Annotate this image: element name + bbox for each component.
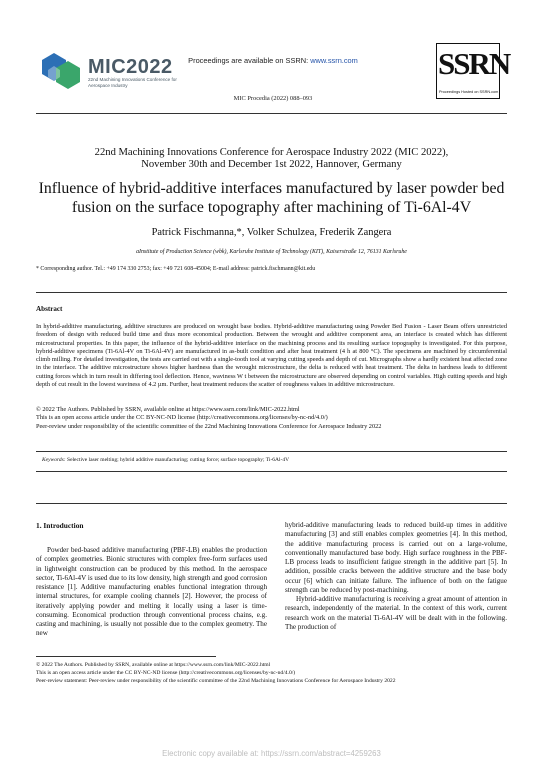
proceedings-note bbox=[178, 56, 368, 65]
footer-line-2: This is an open access article under the CC BY-NC-ND license (http://creativecommons.org/licenses/by-nc-nd/4.0/) bbox=[36, 670, 296, 677]
conference-info bbox=[36, 147, 507, 171]
abstract-copyright bbox=[36, 406, 507, 431]
corresponding-author: * Corresponding author. Tel.: +49 174 330 2753; fax: +49 721 608-45004; E-mail address: patrick.fischmann@kit.edu bbox=[36, 266, 316, 272]
conference-line-2: November 30th and December 1st 2022, Hannover, Germany bbox=[141, 159, 402, 170]
abstract-heading: Abstract bbox=[36, 305, 63, 313]
mic-logo-subtitle: 22nd Machining Innovations Conference for Aerospace Industry bbox=[88, 77, 177, 88]
copyright-line-3: Peer-review under responsibility of the scientific committee of the 22nd Machining Innovations Conference for Aerospace Industry 2022 bbox=[36, 422, 382, 430]
copyright-line-1: © 2022 The Authors. Published by SSRN, available online at https://www.ssrn.com/link/MIC-2022.html bbox=[36, 406, 300, 413]
introduction-heading: 1. Introduction bbox=[36, 521, 84, 530]
ssrn-watermark: Electronic copy available at: https://ssrn.com/abstract=4259263 bbox=[162, 749, 381, 758]
footnote-divider bbox=[36, 656, 216, 657]
conference-line-1: 22nd Machining Innovations Conference for Aerospace Industry 2022 (MIC 2022), bbox=[94, 147, 449, 158]
intro-paragraph-2: hybrid-additive manufacturing leads to reduced build-up times in additive manufacturing [3] and still enables complex geometries [4]. In this method, the additive manufacturing process is carried out on a large-volume, conventionally manufactured base body. High surface roughness in the PBF-LB process leads to insufficient fatigue strength in the additive part [5]. In addition, possible cracks between the additive structure and the base body occur [6] which can initiate failure. The influence of both on the fatigue strength can be reduced by post-machining. bbox=[285, 521, 507, 594]
mic-logo-text: MIC2022 bbox=[88, 56, 173, 78]
paper-title: Influence of hybrid-additive interfaces manufactured by laser powder bed fusion on the surface topography after machining of Ti-6Al-4V bbox=[38, 180, 505, 216]
ssrn-link[interactable]: www.ssrn.com bbox=[310, 56, 358, 65]
body-column-right bbox=[285, 521, 507, 632]
intro-paragraph-3: Hybrid-additive manufacturing is receiving a great amount of attention in research, independently of the material. In the context of this work, current research work on the material Ti-6Al-4V will be dealt with in the following. The production of bbox=[285, 595, 507, 631]
affiliation: aInstitute of Production Science (wbk), Karlsruhe Institute of Technology (KIT), Kaiserstraße 12, 76131 Karlsruhe bbox=[136, 249, 407, 255]
abstract-text: In hybrid-additive manufacturing, additive structures are produced on wrought base bodies. Hybrid-additive manufacturing using Powder Bed Fusion - Laser Beam offers unrestricted freedom of design with reduced build time and thus more economical production. Between the wrought and additive component area, an interface is created which has different microstructural properties. In this paper, the influence of the hybrid-additive interface on the machining process and its resulting surface topography is investigated. For this purpose, hybrid-additive specimens (Ti-6Al-4V on Ti-6Al-4V) are manufactured in as-built condition and after heat treatment (4 h at 800 °C). The specimens are machined by circumferential climb milling. For detailed investigation, the tests are carried out with a single-tooth tool at varying cutting speeds and depth of cut. Micrographs show a hardly existent heat affected zone in the interface. The additive microstructure shows higher hardness than the wrought microstructure, the delta is reduced with heat treatment. The delta in hardness leads to different cutting forces which in turn result in differing tool deflection. Hence, waviness W t between the microstructure are observed depending on control variables. High cutting speeds and high depth of cut result in the lowest waviness of 4.2 µm. Further, heat treatment reduces the scatter of roughness values in additive microstructure. bbox=[36, 323, 507, 389]
body-column-left bbox=[36, 546, 267, 639]
footer-line-3: Peer-review statement: Peer-review under responsibility of the scientific committee of the 22nd Machining Innovations Conference for Aerospace Industry 2022 bbox=[36, 678, 396, 685]
proceedings-prefix: Proceedings are available on SSRN: bbox=[188, 56, 311, 65]
page-footer bbox=[36, 661, 507, 686]
keywords bbox=[42, 457, 289, 463]
authors: Patrick Fischmanna,*, Volker Schulzea, Frederik Zangera bbox=[151, 227, 392, 238]
keywords-text: Selective laser melting; hybrid additive manufacturing; cutting force; surface topography; Ti-6Al-4V bbox=[65, 457, 290, 463]
body-divider bbox=[36, 503, 507, 504]
keywords-label: Keywords: bbox=[42, 457, 66, 463]
footer-line-1: © 2022 The Authors. Published by SSRN, available online at https://www.ssrn.com/link/MIC-2022.html bbox=[36, 662, 271, 668]
header-divider bbox=[36, 113, 507, 114]
journal-reference: MIC Procedia (2022) 088–093 bbox=[233, 95, 313, 102]
ssrn-logo-text: SSRN bbox=[438, 46, 510, 81]
keywords-divider-bottom bbox=[36, 471, 507, 472]
abstract-divider-top bbox=[36, 292, 507, 293]
copyright-line-2: This is an open access article under the CC BY-NC-ND license (http://creativecommons.org/licenses/by-nc-nd/4.0/) bbox=[36, 414, 328, 422]
ssrn-logo-caption: Proceedings Hosted on SSRN.com bbox=[439, 90, 499, 94]
intro-paragraph-1: Powder bed-based additive manufacturing (PBF-LB) enables the production of complex geometries. Bionic structures with complex free-form surfaces used in lightweight construction can be produced by this method. In the aerospace sector, Ti-6Al-4V is used due to its low density, high strength and good corrosion resistance [1]. Additive manufacturing enables functional integration through internal structures, for example cooling channels [2]. However, the process of iteratively applying powder and melting it locally using a laser is time-consuming. Economical production through conventional process chains, e.g. casting and machining, is usually not possible due to the complex geometry. The new bbox=[36, 546, 267, 638]
keywords-divider-top bbox=[36, 451, 507, 452]
